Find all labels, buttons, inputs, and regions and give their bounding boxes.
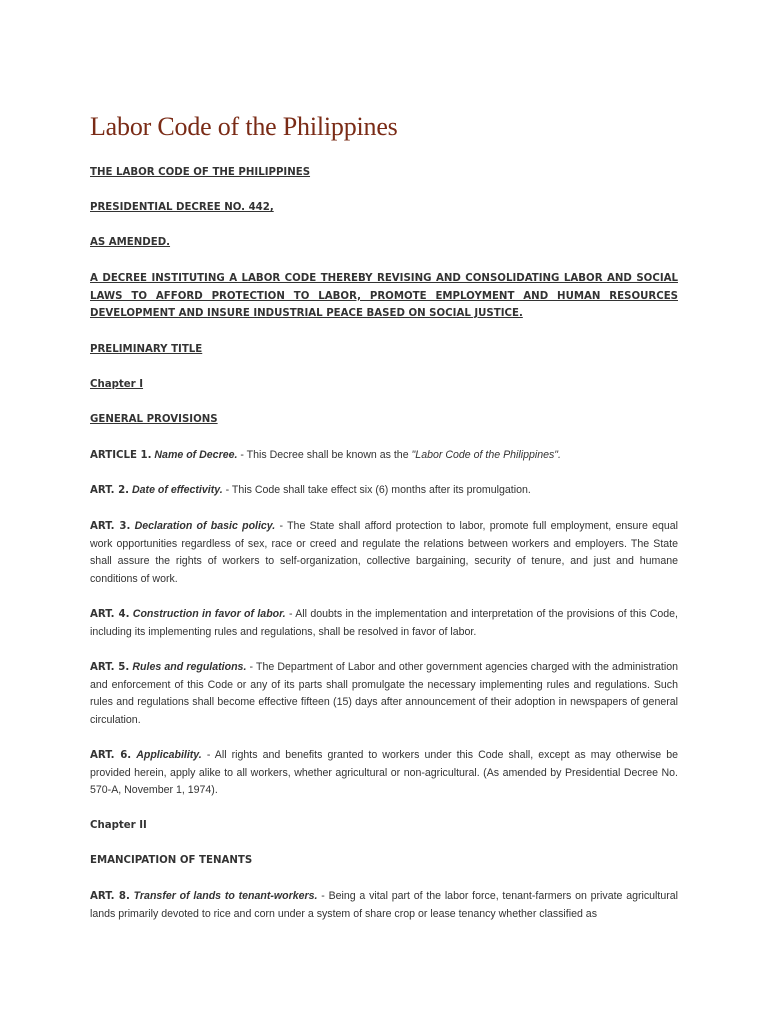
article-number: ARTICLE 1.: [90, 450, 152, 461]
article-title: Construction in favor of labor.: [132, 608, 286, 620]
article-title: Rules and regulations.: [132, 661, 247, 673]
article-title: Declaration of basic policy.: [134, 520, 276, 532]
article-5: [90, 659, 678, 729]
heading-chapter-1: Chapter I: [90, 379, 144, 390]
article-3: [90, 518, 678, 588]
heading-presidential-decree: PRESIDENTIAL DECREE NO. 442,: [90, 202, 274, 213]
article-number: ART. 5.: [90, 662, 130, 673]
article-number: ART. 3.: [90, 521, 131, 532]
article-text: - Being a vital part of the labor force, tenant-farmers on private agricultural lands primarily devoted to rice and corn under a system of share crop or lease tenancy whether classified as: [90, 890, 679, 920]
article-text: - The Department of Labor and other government agencies charged with the administration and enforcement of this Code or any of its parts shall promulgate the necessary implementing rules and regulations. Such rules and regulations shall become effective fifteen (15) days after announcement of their adoption in newspapers of general circulation.: [90, 661, 678, 726]
article-text: - All rights and benefits granted to workers under this Code shall, except as may otherwise be provided herein, apply alike to all workers, whether agricultural or non-agricultural. (As amended by Presidential Decree No. 570-A, November 1, 1974).: [90, 749, 678, 797]
article-6: [90, 747, 678, 800]
heading-chapter-2: Chapter II: [90, 820, 147, 831]
heading-emancipation-of-tenants: EMANCIPATION OF TENANTS: [90, 855, 253, 866]
heading-general-provisions: GENERAL PROVISIONS: [90, 414, 218, 425]
heading-as-amended: AS AMENDED.: [90, 237, 171, 248]
article-4: [90, 606, 678, 641]
heading-labor-code: THE LABOR CODE OF THE PHILIPPINES: [90, 167, 311, 178]
article-title: Date of effectivity.: [132, 484, 223, 496]
article-text: - All doubts in the implementation and interpretation of the provisions of this Code, including its implementing rules and regulations, shall be resolved in favor of labor.: [90, 608, 678, 638]
article-8: [90, 888, 678, 923]
article-number: ART. 4.: [90, 609, 130, 620]
document-title: Labor Code of the Philippines: [90, 112, 398, 141]
article-text: - This Decree shall be known as the: [237, 449, 412, 461]
article-title: Name of Decree.: [154, 449, 238, 461]
article-text: - The State shall afford protection to labor, promote full employment, ensure equal work opportunities regardless of sex, race or creed and regulate the relations between workers and employers. The State shall assure the rights of workers to self-organization, collective bargaining, security of tenure, and just and humane conditions of work.: [90, 520, 679, 585]
article-number: ART. 8.: [90, 891, 130, 902]
article-title: Transfer of lands to tenant-workers.: [133, 890, 318, 902]
article-number: ART. 6.: [90, 750, 132, 761]
article-number: ART. 2.: [90, 485, 130, 496]
article-1: [90, 447, 678, 465]
article-2: [90, 482, 678, 500]
article-text: - This Code shall take effect six (6) months after its promulgation.: [222, 484, 531, 496]
heading-decree-description: A DECREE INSTITUTING A LABOR CODE THEREBY REVISING AND CONSOLIDATING LABOR AND SOCIAL LAWS TO AFFORD PROTECTION TO LABOR, PROMOTE EMPLOYMENT AND HUMAN RESOURCES DEVELOPMENT AND INSURE INDUSTRIAL PEACE BASED ON SOCIAL JUSTICE.: [90, 273, 678, 319]
article-quote: "Labor Code of the Philippines".: [411, 449, 562, 461]
article-title: Applicability.: [136, 749, 202, 761]
heading-preliminary-title: PRELIMINARY TITLE: [90, 344, 203, 355]
